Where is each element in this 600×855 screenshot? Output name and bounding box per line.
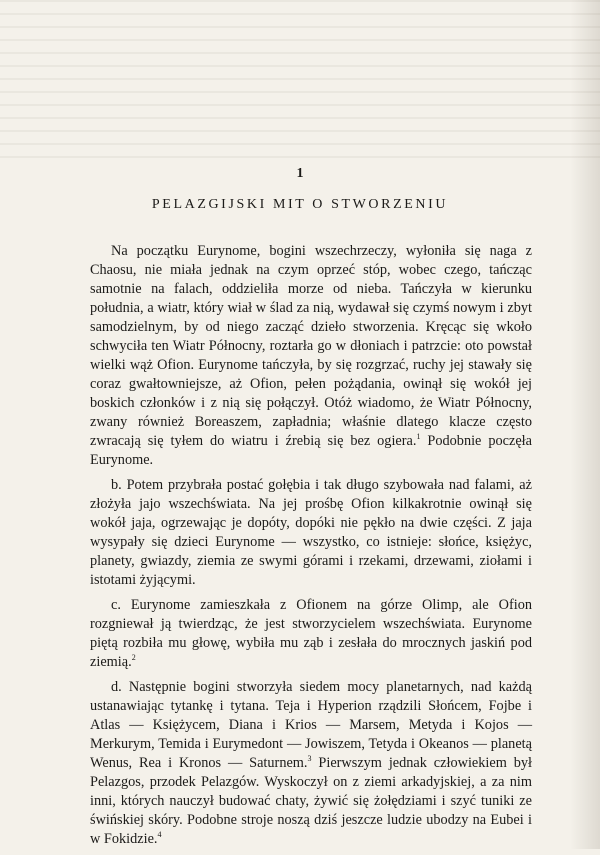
chapter-body	[90, 242, 532, 855]
paragraph-b	[90, 476, 532, 590]
footnote-marker-3: 3	[307, 754, 312, 764]
footnote-marker-1: 1	[416, 432, 421, 442]
show-through-text	[0, 0, 600, 165]
paragraph-d-tail: Pierwszym jednak człowiekiem był Pelazgos, przodek Pelazgów. Wyskoczył on z ziemi arkadyjskiej, a za nim inni, których nauczył budować chaty, żywić się żołędziami i szyć tuniki ze świńskiej skóry. Podobne stroje noszą dziś jeszcze ludzie ubodzy na Eubei i w Fokidzie.	[90, 755, 533, 847]
chapter-number: 1	[296, 166, 304, 181]
footnote-marker-4: 4	[157, 830, 162, 840]
paragraph-a	[90, 242, 532, 470]
page-edge-shadow	[570, 0, 600, 849]
paragraph-b-text: b. Potem przybrała postać gołębia i tak długo szybowała nad falami, aż złożyła jajo wszechświata. Na jej prośbę Ofion kilkakrotnie owinął się wokół jaja, ogrzewając je dopóty, dopóki nie pękło na dwie części. Z jaja wysypały się dzieci Eurynome — wszystko, co istnieje: słońce, księżyc, planety, gwiazdy, ziemia ze swymi górami i rzekami, drzewami, ziołami i istotami żyjącymi.	[90, 477, 532, 588]
paragraph-c	[90, 596, 532, 672]
paragraph-d	[90, 678, 532, 849]
footnote-marker-2: 2	[131, 653, 136, 663]
paragraph-a-text: Na początku Eurynome, bogini wszechrzeczy, wyłoniła się naga z Chaosu, nie miała jednak na czym oprzeć stóp, wobec czego, tańcząc samotnie na falach, oddzieliła morze od nieba. Tańczyła w kierunku południa, a wiatr, który wiał w ślad za nią, wydawał się czymś nowym i zbyt samodzielnym, by od niego zacząć dzieło stworzenia. Kręcąc się wkoło schwyciła ten Wiatr Północny, roztarła go w dłoniach i patrzcie: oto powstał wielki wąż Ofion. Eurynome tańczyła, by się rozgrzać, ruchy jej stawały się coraz gwałtowniejsze, aż Ofion, pełen pożądania, owinął się wokół jej boskich członków i z nią się połączył. Otóż wiadomo, że Wiatr Północny, zwany również Boreaszem, zapładnia; właśnie dlatego klacze często zwracają się tyłem do wiatru i źrebią się bez ogiera.	[90, 243, 532, 449]
paragraph-a-tail: Podobnie poczęła Eurynome.	[90, 433, 533, 468]
paragraph-c-text: c. Eurynome zamieszkała z Ofionem na górze Olimp, ale Ofion rozgniewał ją twierdząc, że jest stworzycielem wszechświata. Eurynome piętą rozbiła mu głowę, wybiła mu ząb i zesłała do mrocznych jaskiń pod ziemią.	[90, 597, 532, 670]
paragraph-d-text: d. Następnie bogini stworzyła siedem mocy planetarnych, nad każdą ustanawiając tytankę i tytana. Teja i Hyperion rządzili Słońcem, Fojbe i Atlas — Księżycem, Diana i Krios — Marsem, Metyda i Kojos — Merkurym, Temida i Eurymedont — Jowiszem, Tetyda i Okeanos — planetą Wenus, Rea i Kronos — Saturnem.	[90, 679, 532, 771]
chapter-title: PELAZGIJSKI MIT O STWORZENIU	[151, 197, 449, 212]
